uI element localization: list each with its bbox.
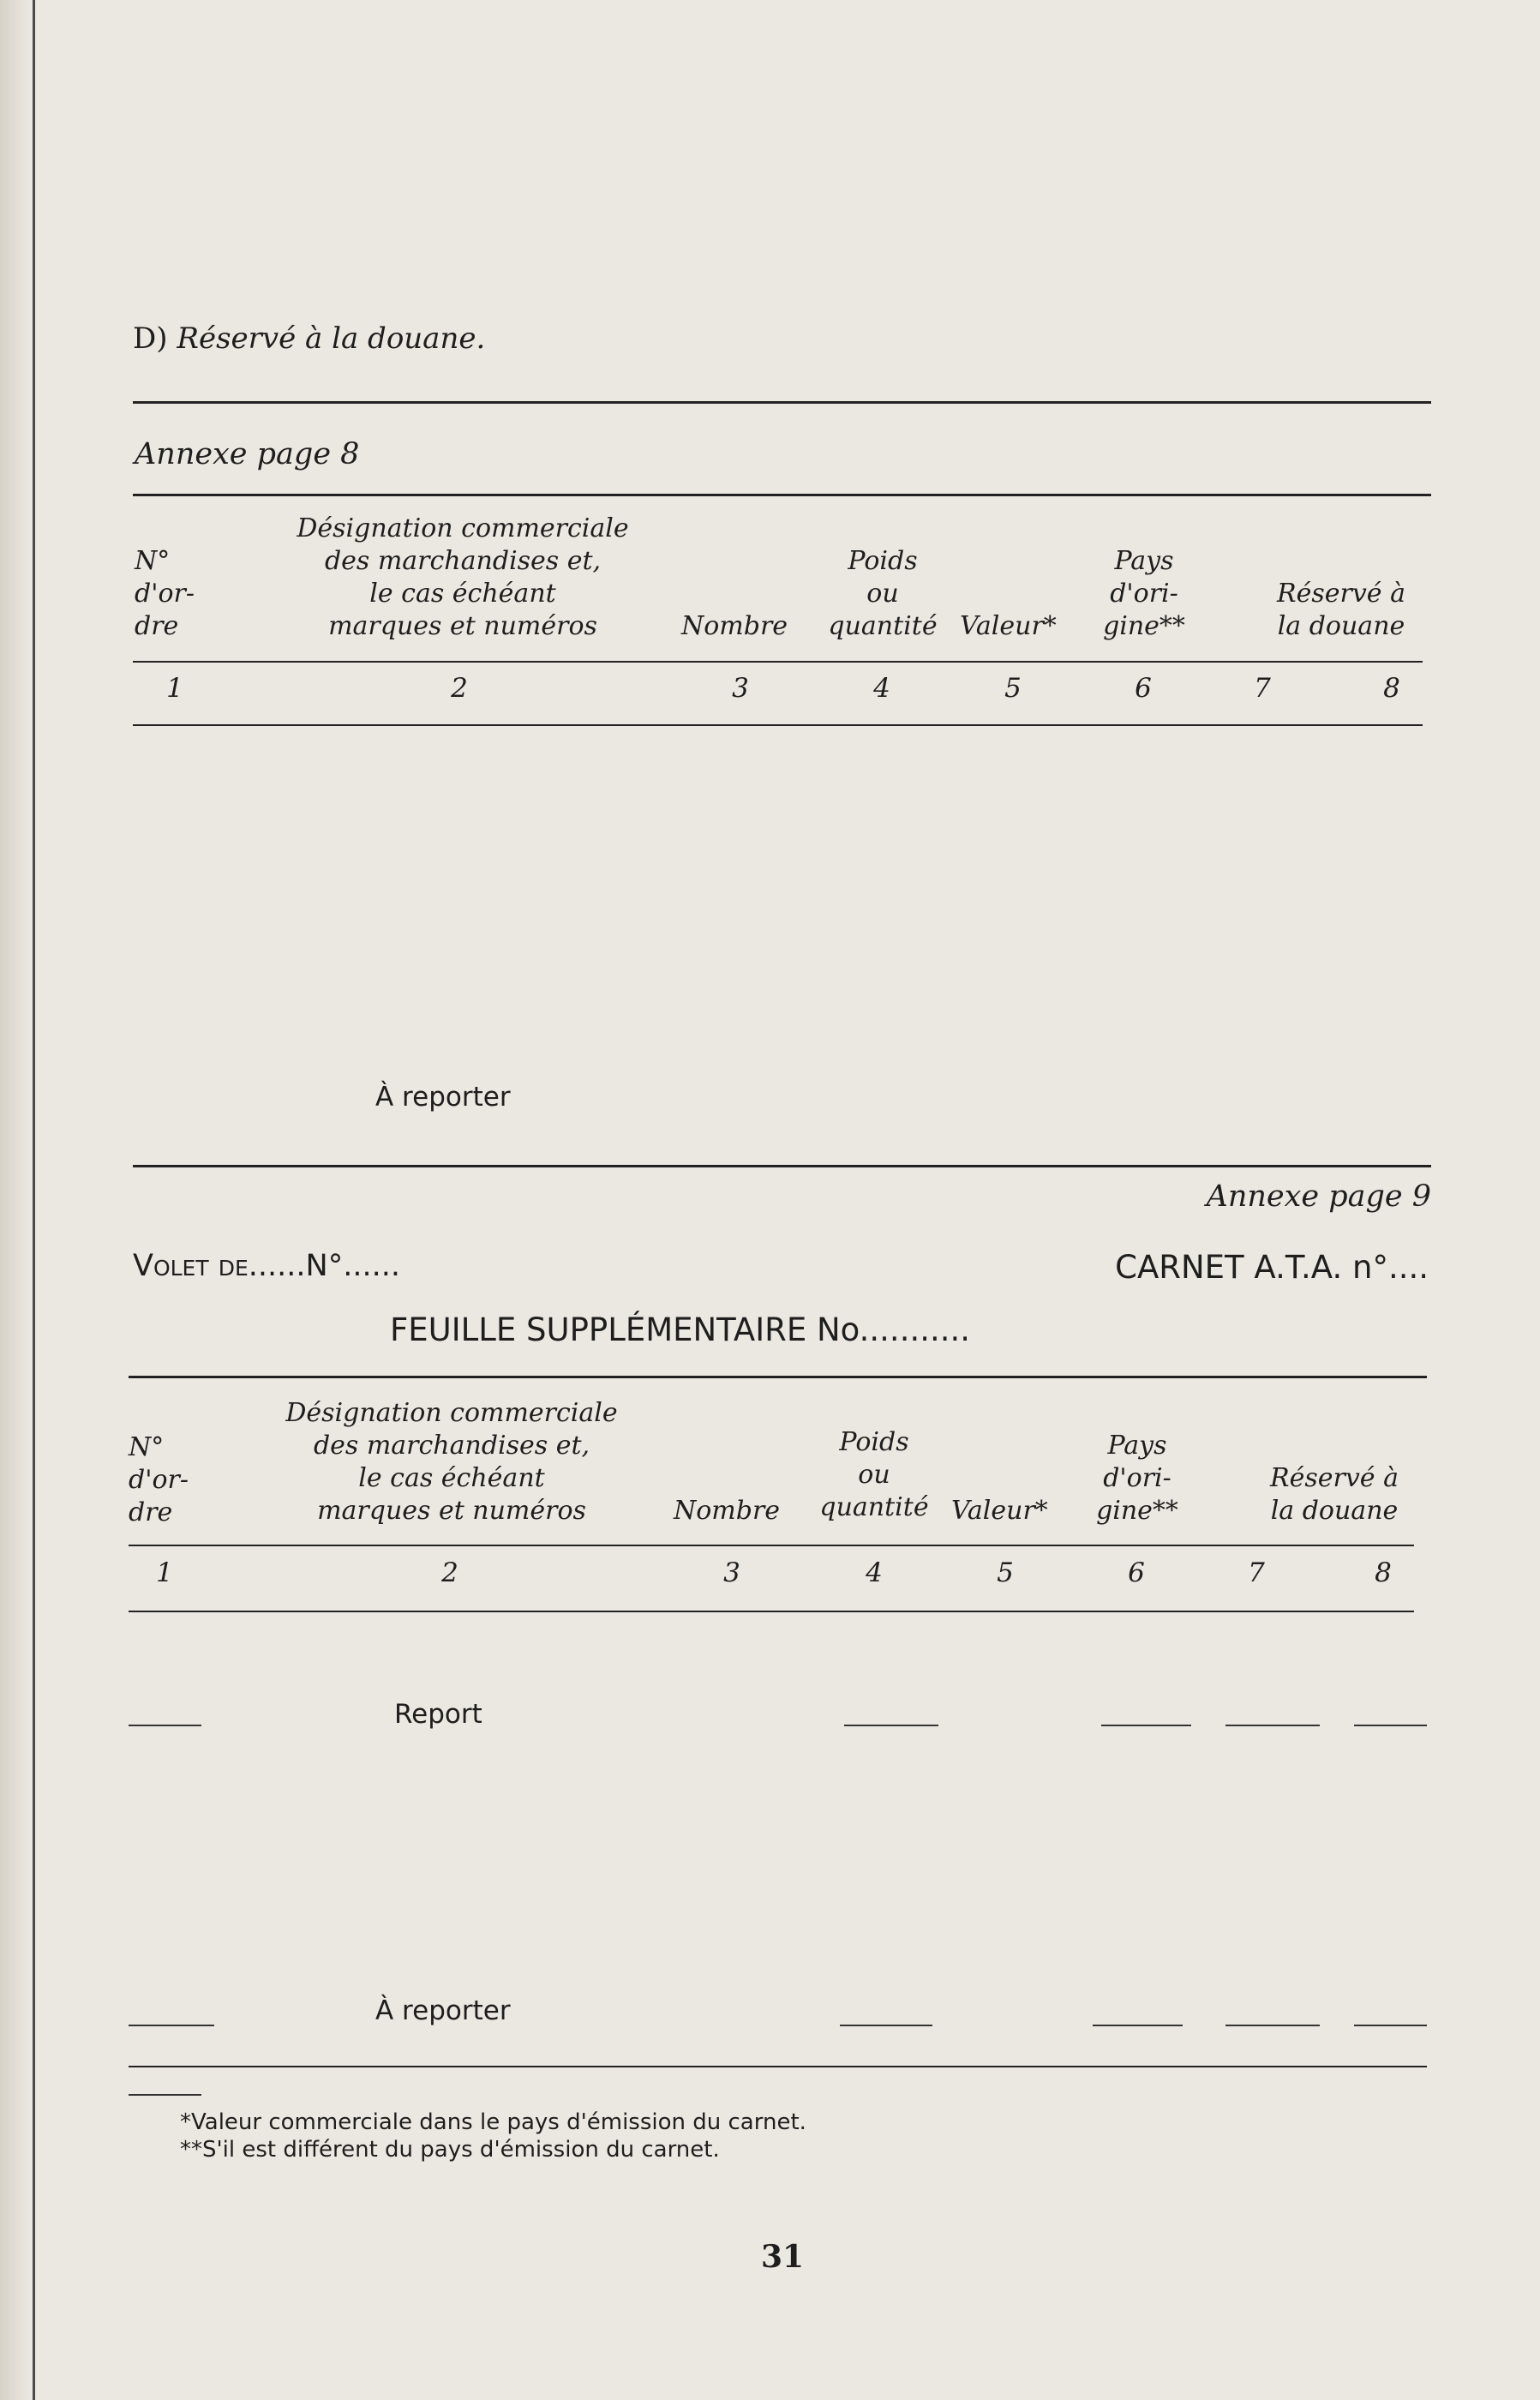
annex2-numbers-rule [129, 1611, 1414, 1612]
annex2-volet-line [133, 1249, 400, 1283]
carry-blank-line [840, 2025, 932, 2026]
annex1-col-number: 8 [1383, 673, 1400, 704]
report-blank-line [1225, 1725, 1320, 1726]
binding-line [33, 0, 35, 2400]
annex1-header-designation: Désignation commerciale des marchandises et, le cas échéant marques et numéros [297, 513, 629, 641]
carry-blank-line [1093, 2025, 1183, 2026]
annex1-col-number: 4 [873, 673, 890, 704]
section-d-label: Réservé à la douane. [177, 321, 486, 356]
annex2-col-number: 4 [866, 1557, 883, 1588]
annex2-col-number: 1 [156, 1557, 173, 1588]
annex2-header-pays: Pays d'ori- gine** [1096, 1431, 1178, 1526]
rule-after-section-d [133, 401, 1431, 404]
annex1-numbers-rule [133, 724, 1423, 726]
annex1-header-poids: Poids ou quantité [828, 546, 938, 641]
report-blank-line [844, 1725, 938, 1726]
carry-blank-line [1225, 2025, 1320, 2026]
annex1-header-rule [133, 661, 1423, 663]
footnote: *Valeur commerciale dans le pays d'émission du carnet. [180, 2109, 806, 2135]
carry-blank-line [1354, 2025, 1427, 2026]
report-label: Report [394, 1699, 482, 1730]
annex1-bottom-rule [133, 1165, 1431, 1167]
annex2-col-number: 7 [1248, 1557, 1265, 1588]
annex2-carry-label: À reporter [375, 1995, 511, 2026]
annex2-top-rule [129, 1376, 1427, 1378]
annex2-header-reserve: Réservé à la douane [1270, 1463, 1399, 1526]
volet-label: Volet de [133, 1249, 249, 1283]
annex1-col-number: 2 [451, 673, 468, 704]
annex2-header-rule [129, 1545, 1414, 1546]
annex2-header-no: N° d'or- dre [129, 1432, 189, 1527]
annex1-col-number: 5 [1004, 673, 1022, 704]
annex1-col-number: 1 [166, 673, 183, 704]
annex1-header-no: N° d'or- dre [135, 546, 195, 641]
annex2-header-designation: Désignation commerciale des marchandises et, le cas échéant marques et numéros [285, 1398, 618, 1526]
footnotes [180, 2109, 806, 2163]
report-blank-line [129, 1725, 201, 1726]
annex1-header-nombre: Nombre [681, 611, 788, 641]
annex1-col-number: 6 [1135, 673, 1152, 704]
annex1-col-number: 7 [1254, 673, 1271, 704]
annex1-header-reserve: Réservé à la douane [1277, 579, 1405, 641]
annex1-header-valeur: Valeur* [960, 611, 1057, 641]
annex2-title: Annexe page 9 [1206, 1179, 1431, 1214]
annex2-col-number: 5 [997, 1557, 1014, 1588]
annex2-col-number: 8 [1375, 1557, 1392, 1588]
annex1-header-pays: Pays d'ori- gine** [1103, 546, 1185, 641]
footnote: **S'il est différent du pays d'émission du carnet. [180, 2137, 720, 2163]
page-number: 31 [761, 2239, 805, 2275]
carry-blank-line [129, 2025, 214, 2026]
volet-number: ......N°...... [248, 1249, 400, 1283]
section-d-letter: D) [133, 321, 168, 356]
annex2-header-poids: Poids ou quantité [819, 1427, 929, 1522]
annex2-header-nombre: Nombre [674, 1496, 781, 1526]
report-blank-line [1101, 1725, 1191, 1726]
section-d-heading [133, 321, 485, 356]
annex1-top-rule [133, 494, 1431, 496]
footnote-separator [129, 2094, 201, 2096]
carnet-number: CARNET A.T.A. n°.... [1115, 1249, 1429, 1286]
annex1-col-number: 3 [732, 673, 749, 704]
annex2-col-number: 6 [1128, 1557, 1145, 1588]
page-binding-edge [0, 0, 31, 2400]
feuille-supplementaire: FEUILLE SUPPLÉMENTAIRE No........... [390, 1311, 971, 1348]
footer-rule [129, 2066, 1427, 2067]
annex1-carry-label: À reporter [375, 1082, 511, 1113]
annex2-col-number: 3 [723, 1557, 740, 1588]
annex2-col-number: 2 [441, 1557, 458, 1588]
annex2-header-valeur: Valeur* [951, 1496, 1048, 1526]
report-blank-line [1354, 1725, 1427, 1726]
annex1-title: Annexe page 8 [135, 437, 360, 471]
